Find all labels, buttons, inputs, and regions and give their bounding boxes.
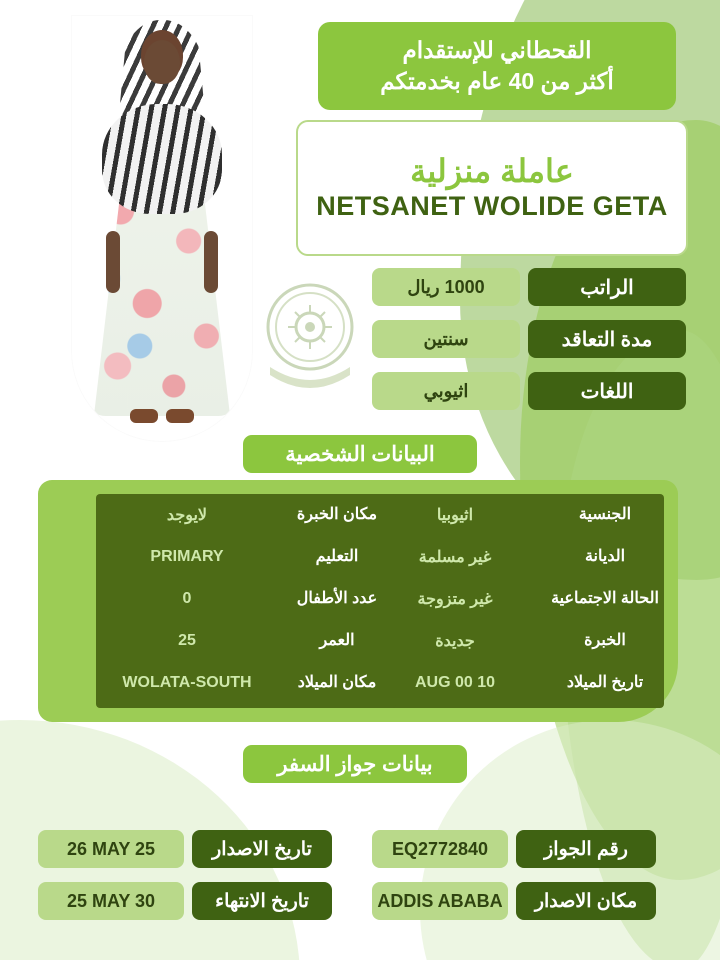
table-row (364, 536, 664, 578)
languages-value: اثيوبي (372, 372, 520, 410)
table-row (364, 620, 664, 662)
experience-value: جديدة (435, 633, 475, 650)
children-count-label: عدد الأطفال (296, 589, 378, 607)
personal-column-left (96, 494, 396, 708)
worker-photo (72, 16, 252, 441)
section-title-passport: بيانات جواز السفر (240, 742, 470, 786)
table-row (96, 620, 396, 662)
right-sandal-shape (166, 409, 194, 423)
salary-label: الراتب (528, 268, 686, 306)
passport-number-label: رقم الجواز (516, 830, 656, 868)
age-value: 25 (178, 632, 196, 649)
face-shape (144, 40, 180, 84)
contract-duration-value: سنتين (372, 320, 520, 358)
languages-label: اللغات (528, 372, 686, 410)
birth-place-value: WOLATA-SOUTH (122, 674, 252, 691)
passport-issue-place-label: مكان الاصدار (516, 882, 656, 920)
company-header-banner (318, 22, 676, 110)
age-label: العمر (319, 631, 355, 649)
passport-issue-date-label: تاريخ الاصدار (192, 830, 332, 868)
table-row (96, 494, 396, 536)
nationality-value: اثيوبيا (436, 507, 474, 524)
personal-column-right (364, 494, 664, 708)
passport-expiry-label: تاريخ الانتهاء (192, 882, 332, 920)
right-arm-shape (204, 231, 218, 293)
profile-name-card (296, 120, 688, 256)
education-value: PRIMARY (150, 548, 224, 565)
photo-background (72, 16, 252, 441)
contract-duration-label: مدة التعاقد (528, 320, 686, 358)
nationality-label: الجنسية (578, 505, 632, 523)
religion-value: غير مسلمة (418, 549, 492, 566)
children-count-value: 0 (182, 590, 192, 607)
table-row (96, 536, 396, 578)
table-row (364, 662, 664, 704)
passport-issue-date-row (38, 830, 332, 868)
birth-date-label: تاريخ الميلاد (566, 673, 644, 691)
languages-row (372, 372, 686, 410)
passport-expiry-value: 25 MAY 30 (38, 882, 184, 920)
salary-value: 1000 ريال (372, 268, 520, 306)
education-label: التعليم (315, 547, 359, 565)
salary-row (372, 268, 686, 306)
contract-duration-row (372, 320, 686, 358)
passport-issue-date-value: 26 MAY 25 (38, 830, 184, 868)
table-row (364, 578, 664, 620)
section-title-personal: البيانات الشخصية (240, 432, 480, 476)
left-sandal-shape (130, 409, 158, 423)
worker-name: NETSANET WOLIDE GETA (316, 191, 668, 222)
table-row (96, 578, 396, 620)
experience-place-value: لايوجد (166, 507, 208, 524)
table-row (96, 662, 396, 704)
marital-status-label: الحالة الاجتماعية (551, 589, 659, 607)
passport-issue-place-value: ADDIS ABABA (372, 882, 508, 920)
left-arm-shape (106, 231, 120, 293)
marital-status-value: غير متزوجة (417, 591, 493, 608)
personal-data-panel (38, 480, 678, 722)
birth-place-label: مكان الميلاد (297, 673, 377, 691)
passport-issue-place-row (372, 882, 656, 920)
table-row (364, 494, 664, 536)
experience-label: الخبرة (584, 631, 626, 649)
company-tagline: أكثر من 40 عام بخدمتكم (380, 68, 614, 94)
religion-label: الديانة (584, 547, 626, 565)
job-title: عاملة منزلية (410, 153, 574, 190)
passport-expiry-row (38, 882, 332, 920)
passport-number-row (372, 830, 656, 868)
company-seal-icon (250, 275, 370, 405)
passport-number-value: EQ2772840 (372, 830, 508, 868)
company-name: القحطاني للإستقدام (402, 36, 592, 63)
birth-date-value: 10 AUG 00 (414, 674, 496, 691)
experience-place-label: مكان الخبرة (296, 505, 378, 523)
shawl-shape (102, 104, 222, 214)
